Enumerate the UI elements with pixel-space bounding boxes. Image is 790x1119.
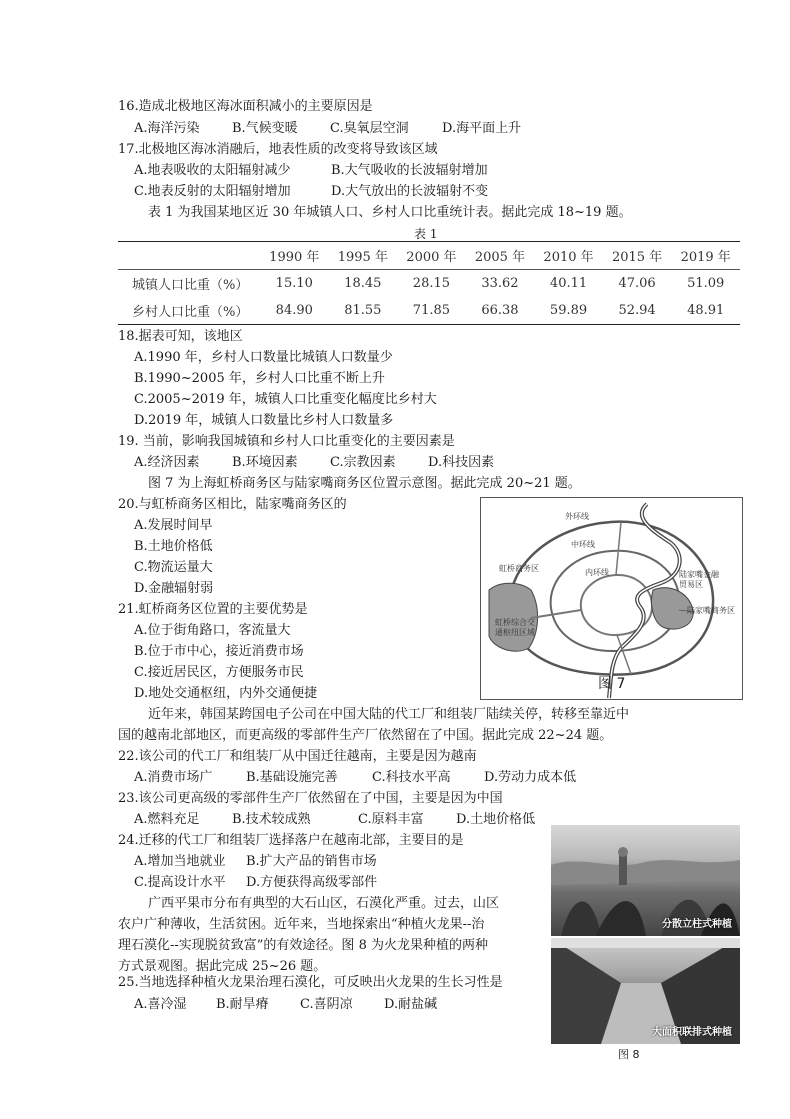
table1-caption: 表 1 [414, 227, 438, 241]
q16-option-a[interactable]: A.海洋污染 [134, 121, 200, 136]
q17-stem: 17.北极地区海冰消融后，地表性质的改变将导致该区域 [118, 142, 438, 157]
figure7-map [480, 497, 743, 700]
q23-option-d[interactable]: D.土地价格低 [456, 812, 536, 827]
q21-option-a[interactable]: A.位于街角路口，客流量大 [134, 623, 291, 638]
q19-option-a[interactable]: A.经济因素 [134, 455, 200, 470]
figure8-caption: 图 8 [618, 1048, 640, 1061]
table-header-cell: 2000 年 [406, 250, 457, 265]
table-header-cell: 2010 年 [543, 250, 594, 265]
guangxi-intro-line4: 方式景观图。据此完成 25~26 题。 [118, 959, 327, 974]
guangxi-intro-line1: 广西平果市分布有典型的大石山区，石漠化严重。过去，山区 [148, 896, 500, 911]
table-cell: 城镇人口比重（%） [132, 278, 249, 293]
q22-option-c[interactable]: C.科技水平高 [372, 770, 451, 785]
table-cell: 18.45 [344, 276, 382, 291]
photo2-label: 大面积联排式种植 [652, 1027, 732, 1038]
q25-option-d[interactable]: D.耐盐碱 [384, 997, 438, 1012]
q20-stem: 20.与虹桥商务区相比，陆家嘴商务区的 [118, 497, 347, 512]
q23-stem: 23.该公司更高级的零部件生产厂依然留在了中国，主要是因为中国 [118, 791, 503, 806]
table-cell: 48.91 [687, 303, 725, 318]
guangxi-intro-line3: 理石漠化--实现脱贫致富”的有效途径。图 8 为火龙果种植的两种 [118, 938, 488, 953]
connector-road [616, 522, 621, 575]
q19-option-d[interactable]: D.科技因素 [428, 455, 495, 470]
q16-option-c[interactable]: C.臭氧层空洞 [330, 121, 409, 136]
q24-option-a[interactable]: A.增加当地就业 [134, 854, 226, 869]
table-header-cell: 1995 年 [337, 250, 388, 265]
q21-option-b[interactable]: B.位于市中心，接近消费市场 [134, 644, 304, 659]
q22-option-d[interactable]: D.劳动力成本低 [484, 770, 577, 785]
q24-stem: 24.迁移的代工厂和组装厂选择落户在越南北部，主要目的是 [118, 833, 464, 848]
q25-stem: 25.当地选择种植火龙果治理石漠化，可反映出火龙果的生长习性是 [118, 975, 503, 990]
map-graphic [481, 498, 742, 699]
q16-option-d[interactable]: D.海平面上升 [442, 121, 522, 136]
q24-option-d[interactable]: D.方便获得高级零部件 [246, 875, 378, 890]
table-header-cell [118, 242, 260, 270]
table-header-row [118, 242, 740, 270]
table-cell: 47.06 [618, 276, 656, 291]
map-intro: 图 7 为上海虹桥商务区与陆家嘴商务区位置示意图。据此完成 20~21 题。 [148, 476, 581, 491]
q17-option-b[interactable]: B.大气吸收的长波辐射增加 [331, 163, 488, 178]
table-cell: 40.11 [549, 276, 588, 291]
q25-option-c[interactable]: C.喜阴凉 [300, 997, 353, 1012]
photo-row-planting [551, 938, 740, 1044]
q19-stem: 19. 当前，影响我国城镇和乡村人口比重变化的主要因素是 [118, 434, 455, 449]
q21-stem: 21.虹桥商务区位置的主要优势是 [118, 602, 308, 617]
q25-option-b[interactable]: B.耐旱瘠 [216, 997, 269, 1012]
map-label-hongqiao-area: 虹桥商务区 [499, 564, 539, 573]
table-header-cell: 2015 年 [611, 250, 663, 265]
photo1-label: 分散立柱式种植 [662, 919, 732, 930]
q23-option-b[interactable]: B.技术较成熟 [232, 812, 311, 827]
q23-option-a[interactable]: A.燃料充足 [134, 812, 200, 827]
table-cell: 15.10 [275, 276, 313, 291]
map-label-outer-ring: 外环线 [565, 512, 589, 521]
table-row [118, 270, 740, 298]
map-label-middle-ring: 中环线 [571, 540, 595, 549]
q20-option-b[interactable]: B.土地价格低 [134, 539, 213, 554]
q21-option-d[interactable]: D.地处交通枢纽，内外交通便捷 [134, 686, 318, 701]
q24-option-c[interactable]: C.提高设计水平 [134, 875, 226, 890]
map-label-lujiazui-finance: 陆家嘴金融贸易区 [679, 570, 719, 589]
q20-option-d[interactable]: D.金融辐射弱 [134, 581, 214, 596]
table-cell: 66.38 [481, 303, 519, 318]
table-row [118, 297, 740, 325]
table-cell: 81.55 [344, 303, 382, 318]
q17-option-c[interactable]: C.地表反射的太阳辐射增加 [134, 184, 291, 199]
map-label-inner-ring: 内环线 [585, 568, 609, 577]
company-intro-line1: 近年来，韩国某跨国电子公司在中国大陆的代工厂和组装厂陆续关停，转移至靠近中 [148, 707, 630, 722]
table-cell: 52.94 [618, 303, 656, 318]
q19-option-c[interactable]: C.宗教因素 [330, 455, 396, 470]
table-header-cell: 2005 年 [474, 250, 526, 265]
q20-option-c[interactable]: C.物流运量大 [134, 560, 213, 575]
q22-option-a[interactable]: A.消费市场广 [134, 770, 213, 785]
q18-option-d[interactable]: D.2019 年，城镇人口数量比乡村人口数量多 [134, 413, 394, 428]
q20-option-a[interactable]: A.发展时间早 [134, 518, 213, 533]
q18-option-b[interactable]: B.1990~2005 年，乡村人口比重不断上升 [134, 371, 385, 386]
population-table [118, 241, 740, 325]
q17-option-a[interactable]: A.地表吸收的太阳辐射减少 [134, 163, 291, 178]
table-cell: 59.89 [549, 303, 588, 318]
q19-option-b[interactable]: B.环境因素 [232, 455, 298, 470]
guangxi-intro-line2: 农户广种薄收，生活贫困。近年来，当地探索出“种植火龙果--治 [118, 917, 485, 932]
q18-option-a[interactable]: A.1990 年，乡村人口数量比城镇人口数量少 [134, 350, 393, 365]
table-cell: 71.85 [412, 303, 451, 318]
table-header-cell: 1990 年 [269, 250, 320, 265]
table-cell: 33.62 [481, 276, 519, 291]
connector-road [531, 610, 581, 618]
q18-stem: 18.据表可知，该地区 [118, 329, 243, 344]
company-intro-line2: 国的越南北部地区，而更高级的零部件生产厂依然留在了中国。据此完成 22~24 题。 [118, 728, 613, 743]
map-label-hongqiao-hub: 虹桥综合交通枢纽区域 [495, 618, 535, 637]
q22-option-b[interactable]: B.基础设施完善 [246, 770, 338, 785]
q25-option-a[interactable]: A.喜冷湿 [134, 997, 187, 1012]
q22-stem: 22.该公司的代工厂和组装厂从中国迁往越南，主要是因为越南 [118, 749, 477, 764]
table-cell: 28.15 [412, 276, 451, 291]
q16-stem: 16.造成北极地区海冰面积减小的主要原因是 [118, 99, 373, 114]
table1-intro: 表 1 为我国某地区近 30 年城镇人口、乡村人口比重统计表。据此完成 18~19 题。 [148, 205, 632, 220]
photo-scattered-pillar-planting [551, 825, 740, 936]
map-label-lujiazui-area: 陆家嘴商务区 [687, 606, 735, 615]
table-cell: 84.90 [275, 303, 313, 318]
table-header-cell: 2019 年 [680, 250, 731, 265]
q21-option-c[interactable]: C.接近居民区，方便服务市民 [134, 665, 304, 680]
figure7-caption: 图 7 [598, 676, 626, 692]
q17-option-d[interactable]: D.大气放出的长波辐射不变 [331, 184, 489, 199]
q23-option-c[interactable]: C.原料丰富 [358, 812, 424, 827]
table-cell: 51.09 [687, 276, 725, 291]
q16-option-b[interactable]: B.气候变暖 [232, 121, 298, 136]
table-cell: 乡村人口比重（%） [132, 305, 249, 320]
q24-option-b[interactable]: B.扩大产品的销售市场 [246, 854, 377, 869]
q18-option-c[interactable]: C.2005~2019 年，城镇人口比重变化幅度比乡村大 [134, 392, 437, 407]
